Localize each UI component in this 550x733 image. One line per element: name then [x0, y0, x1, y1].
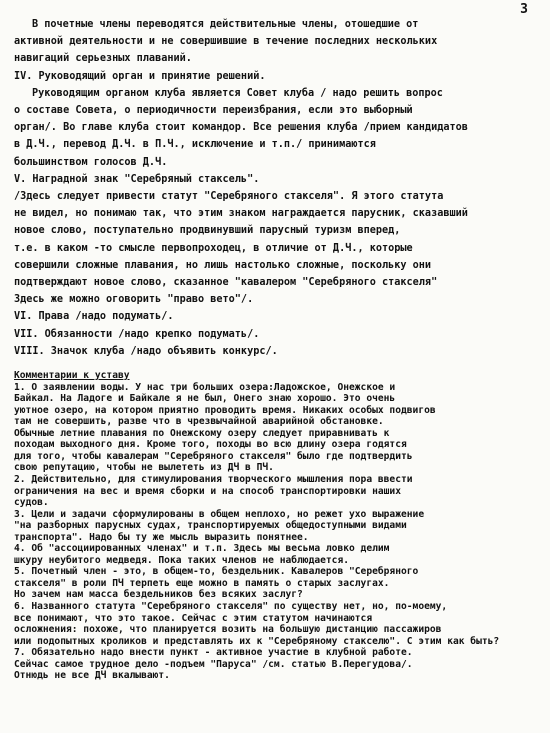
charter-line: в Д.Ч., перевод Д.Ч. в П.Ч., исключение и т.п./ принимаются	[14, 139, 376, 151]
charter-line: /Здесь следует привести статут "Серебряного стакселя". Я этого статута	[14, 191, 444, 203]
commentary-line: ограничения на вес и время сборки и на способ транспортировки наших	[14, 485, 401, 497]
charter-line: совершили сложные плавания, но лишь настолько сложные, поскольку они	[14, 259, 432, 271]
commentary-line: Отнюдь не все ДЧ вкалывают.	[14, 670, 170, 682]
commentary-line: 4. Об "ассоциированных членах" и т.п. Здесь мы весьма ловко делим	[14, 543, 390, 555]
commentary-line: 6. Названного статута "Серебряного стакселя" по существу нет, но, по-моему,	[14, 601, 448, 612]
commentary-line: Но зачем нам масса бездельников без всяких заслуг?	[14, 589, 303, 601]
commentary-line: транспорта". Надо бы ту же мысль выразить понятнее.	[14, 531, 309, 543]
charter-line: VIII. Значок клуба /надо объявить конкурс/.	[14, 345, 278, 357]
charter-line: Здесь же можно оговорить "право вето"/.	[14, 294, 254, 306]
commentary-line: свою репутацию, чтобы не вылететь из ДЧ в ПЧ.	[14, 462, 274, 474]
commentary-line: 7. Обязательно надо внести пункт - активное участие в клубной работе.	[14, 647, 413, 659]
charter-line: новое слово, поступательно продвинувший парусный туризм вперед,	[14, 225, 401, 237]
charter-line: V. Наградной знак "Серебряный стаксель".	[14, 173, 260, 185]
charter-text	[14, 16, 538, 360]
charter-line: орган/. Во главе клуба стоит командор. Все решения клуба /прием кандидатов	[14, 122, 468, 134]
commentary-line: Обычные летние плавания по Онежскому озеру следует приравнивать к	[14, 427, 390, 439]
charter-line: подтверждают новое слово, сказанное "кавалером "Серебряного стакселя"	[14, 277, 438, 289]
commentary-line: для того, чтобы кавалерам "Серебряного стакселя" было где подтвердить	[14, 450, 413, 462]
commentary-line: "на разборных парусных судах, транспортируемых общедоступными видами	[14, 520, 407, 532]
commentary-line: шкуру неубитого медведя. Пока таких членов не наблюдается.	[14, 554, 350, 566]
commentary-line: все понимают, что это такое. Сейчас с этим статутом начинаются	[14, 612, 373, 624]
commentary-line: стакселя" в роли ПЧ терпеть еще можно в память о старых заслугах.	[14, 577, 390, 589]
charter-line: VII. Обязанности /надо крепко подумать/.	[14, 328, 260, 340]
commentary-line: уютное озеро, на котором приятно проводить время. Никаких особых подвигов	[14, 404, 436, 416]
commentary-line: Байкал. На Ладоге и Байкале я не был, Онего знаю хорошо. Это очень	[14, 393, 396, 405]
commentary-line: 5. Почетный член - это, в общем-то, бездельник. Кавалеров "Серебряного	[14, 566, 419, 578]
charter-line: Руководящим органом клуба является Совет клуба / надо решить вопрос	[32, 87, 443, 99]
page-number: 3	[520, 2, 528, 17]
commentary-line: или подопытных кроликов и представлять их к "Серебряному стакселю". С этим как быть?	[14, 635, 500, 647]
commentary-line: 2. Действительно, для стимулирования творческого мышления пора ввести	[14, 473, 413, 485]
charter-line: большинством голосов Д.Ч.	[14, 156, 168, 168]
charter-line: о составе Совета, о периодичности переизбрания, если это выборный	[14, 105, 413, 117]
commentary-line: походам выходного дня. Кроме того, походы во всю длину озера годятся	[14, 439, 407, 451]
commentary-line: 3. Цели и задачи сформулированы в общем неплохо, но режет ухо выражение	[14, 508, 425, 520]
charter-line: VI. Права /надо подумать/.	[14, 311, 174, 323]
charter-line: т.е. в каком -то смысле первопроходец, в отличие от Д.Ч., которые	[14, 242, 413, 254]
charter-line: IV. Руководящий орган и принятие решений.	[14, 70, 266, 82]
commentary-line: судов.	[14, 497, 49, 509]
commentary-line: там не совершить, разве что в чрезвычайной аварийной обстановке.	[14, 416, 384, 428]
commentary-section	[14, 370, 538, 682]
commentary-line: Сейчас самое трудное дело -подъем "Паруса" /см. статью В.Перегудова/.	[14, 658, 413, 670]
charter-line: не видел, но понимаю так, что этим знаком награждается парусник, сказавший	[14, 208, 468, 220]
commentary-line: осложнения: похоже, что планируется возить на большую дистанцию пассажиров	[14, 624, 442, 636]
charter-line: активной деятельности и не совершившие в течение последних нескольких	[14, 36, 438, 48]
section-heading: Комментарии к уставу	[14, 370, 130, 382]
charter-line: В почетные члены переводятся действительные члены, отошедшие от	[32, 19, 419, 30]
commentary-line: 1. О заявлении воды. У нас три больших озера:Ладожское, Онежское и	[14, 381, 396, 393]
charter-line: навигаций серьезных плаваний.	[14, 53, 192, 65]
